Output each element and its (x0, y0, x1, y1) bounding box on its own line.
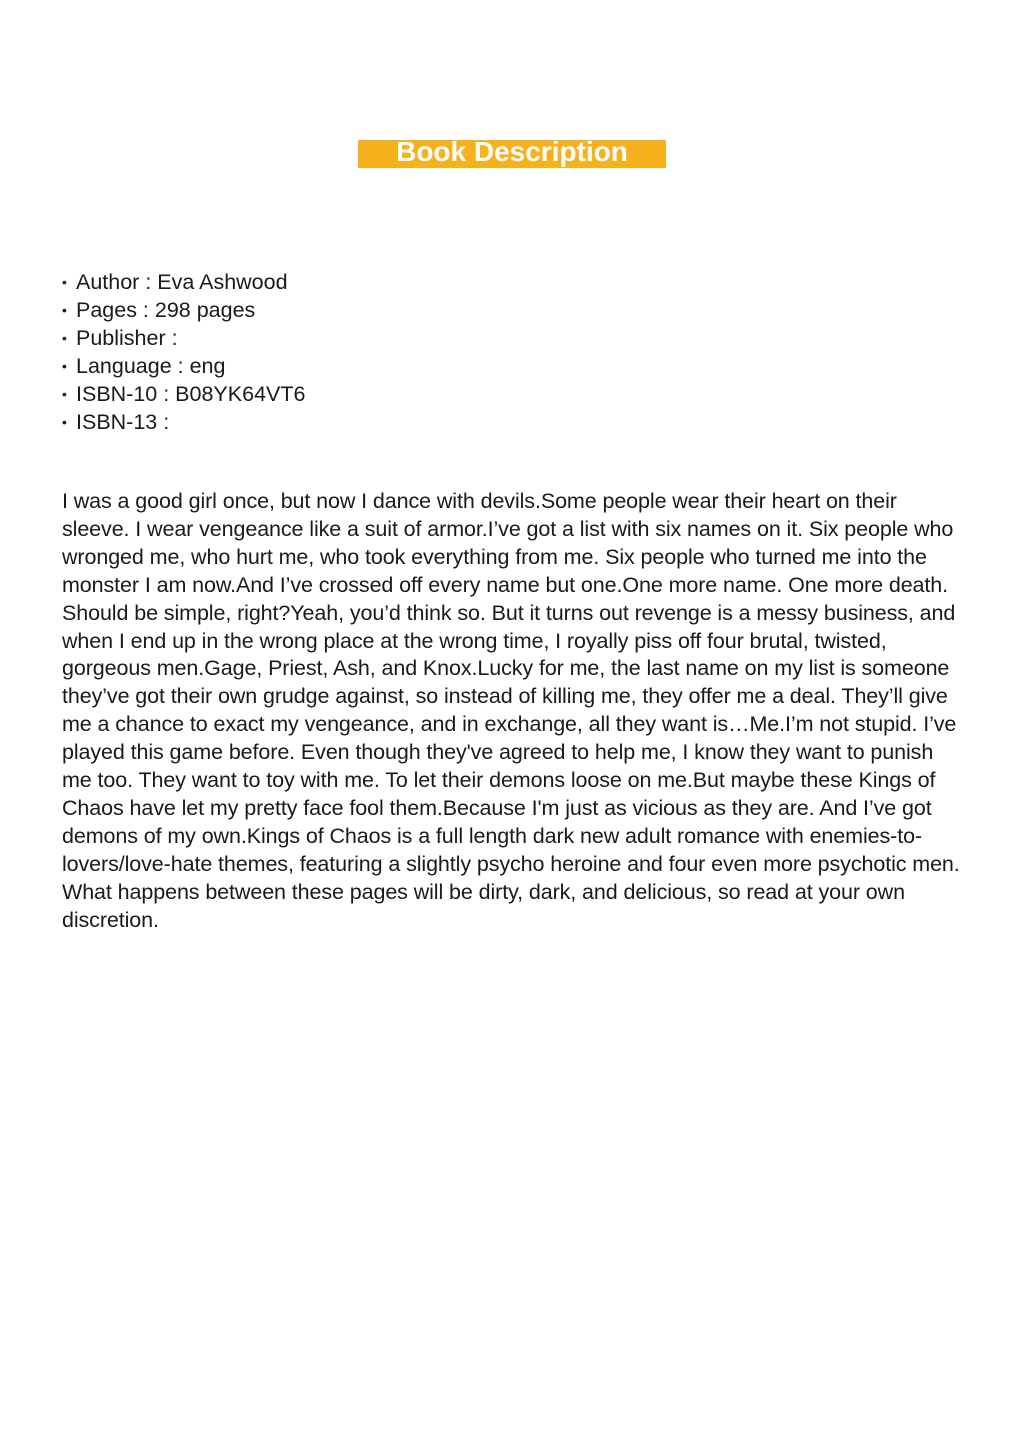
bullet-icon: • (62, 414, 67, 430)
detail-text: Pages : 298 pages (76, 298, 256, 322)
bullet-icon: • (62, 302, 67, 318)
book-description-text: I was a good girl once, but now I dance with devils.Some people wear their heart on their sleeve. I wear vengeance like a suit of armor.I’ve got a list with six names on it. Six people who wronged me, who hurt me, who took everything from me. Six people who turned me into the monster I am now.And I’ve crossed off every name but one.One more name. One more death. Should be simple, right?Yeah, you’d think so. But it turns out revenge is a messy business, and when I end up in the wrong place at the wrong time, I royally piss off four brutal, twisted, gorgeous men.Gage, Priest, Ash, and Knox.Lucky for me, the last name on my list is someone they’ve got their own grudge against, so instead of killing me, they offer me a deal. They’ll give me a chance to exact my vengeance, and in exchange, all they want is…Me.I’m not stupid. I’ve played this game before. Even though they've agreed to help me, I know they want to punish me too. They want to toy with me. To let their demons loose on me.But maybe these Kings of Chaos have let my pretty face fool them.Because I'm just as vicious as they are. And I’ve got demons of my own.Kings of Chaos is a full length dark new adult romance with enemies-to-lovers/love-hate themes, featuring a slightly psycho heroine and four even more psychotic men. What happens between these pages will be dirty, dark, and delicious, so read at your own discretion. (62, 489, 960, 932)
detail-pages (62, 296, 305, 324)
detail-text: Language : eng (76, 354, 226, 378)
detail-publisher (62, 324, 305, 352)
bullet-icon: • (62, 386, 67, 402)
detail-text: ISBN-13 : (76, 410, 170, 434)
detail-text: ISBN-10 : B08YK64VT6 (76, 382, 306, 406)
detail-author (62, 268, 305, 296)
detail-isbn-13 (62, 408, 305, 436)
detail-text: Author : Eva Ashwood (76, 270, 288, 294)
bullet-icon: • (62, 358, 67, 374)
bullet-icon: • (62, 330, 67, 346)
page-title: Book Description (396, 140, 628, 167)
book-details-list (62, 268, 305, 436)
detail-language (62, 352, 305, 380)
bullet-icon: • (62, 274, 67, 290)
detail-isbn-10 (62, 380, 305, 408)
detail-text: Publisher : (76, 326, 178, 350)
title-banner (358, 140, 666, 168)
